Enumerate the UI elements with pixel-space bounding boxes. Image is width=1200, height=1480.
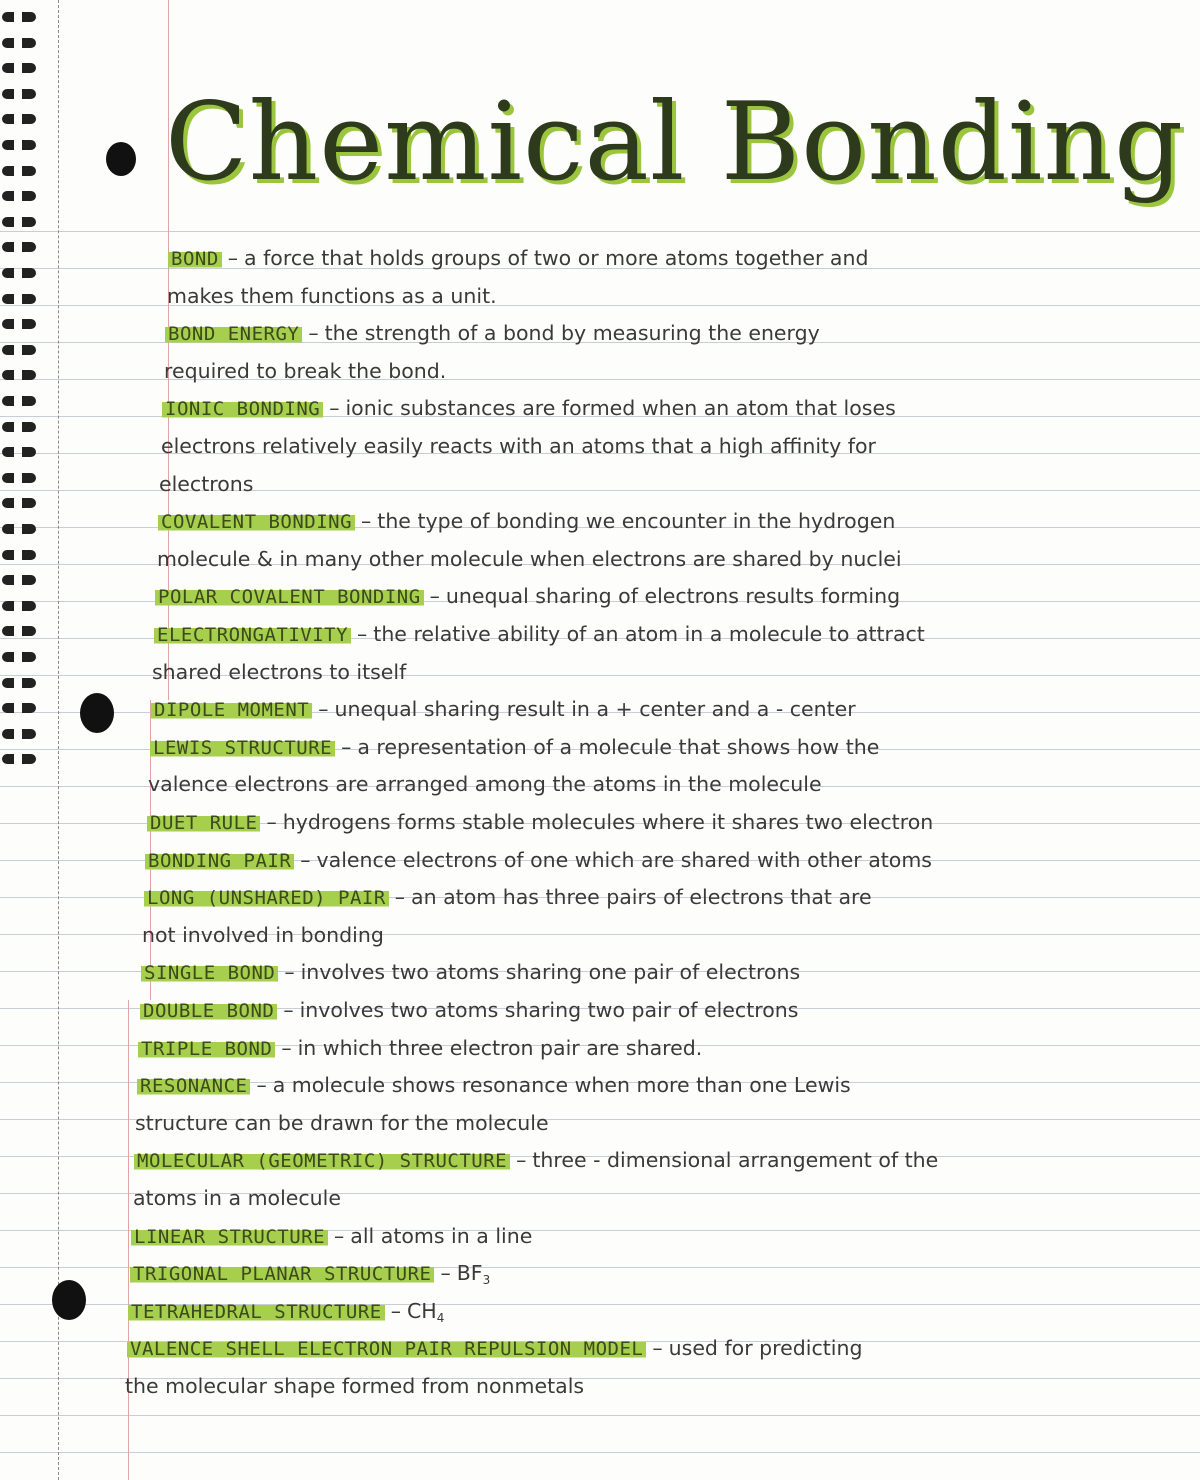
highlighted-term: IONIC BONDING (162, 398, 323, 420)
definition-line (137, 1067, 851, 1104)
continuation-text: shared electrons to itself (152, 659, 407, 684)
spiral-hole (2, 294, 36, 304)
dash-separator: – (429, 584, 440, 609)
dash-separator: – (256, 1073, 267, 1098)
continuation-text: required to break the bond. (164, 358, 447, 383)
spiral-hole (2, 12, 36, 22)
continuation-text: atoms in a molecule (133, 1186, 341, 1210)
term-definition: involves two atoms sharing one pair of electrons (300, 960, 801, 985)
continuation-text: valence electrons are arranged among the atoms in the molecule (148, 772, 822, 797)
spiral-hole (2, 140, 36, 150)
highlighted-term: ELECTRONGATIVITY (154, 624, 351, 646)
highlighted-term: RESONANCE (137, 1075, 250, 1097)
spiral-hole (2, 370, 36, 380)
dash-separator: – (341, 734, 352, 759)
spiral-hole (2, 575, 36, 585)
spiral-hole (2, 242, 36, 252)
highlighted-term: TRIGONAL PLANAR STRUCTURE (130, 1263, 434, 1285)
term-definition: a force that holds groups of two or more atoms together and (244, 246, 869, 270)
term-definition: a molecule shows resonance when more than one Lewis (272, 1073, 851, 1098)
spiral-hole (2, 678, 36, 688)
definition-line (138, 1030, 702, 1067)
hole-punch (80, 693, 114, 733)
dash-separator: – (266, 810, 277, 834)
formula-subscript: 3 (482, 1273, 491, 1288)
definition-line (144, 879, 872, 916)
definition-line (162, 390, 896, 427)
definition-line (134, 1142, 938, 1179)
definition-line (150, 729, 879, 766)
highlighted-term: COVALENT BONDING (158, 511, 355, 533)
highlighted-term: DOUBLE BOND (140, 1000, 277, 1022)
definition-line (128, 1293, 444, 1330)
continuation-line (159, 466, 253, 503)
highlighted-term: DUET RULE (147, 812, 260, 834)
term-definition: unequal sharing result in a + center and a - center (334, 697, 856, 722)
spiral-hole (2, 217, 36, 227)
title-bullet (106, 142, 136, 176)
spiral-hole (2, 447, 36, 457)
continuation-text: structure can be drawn for the molecule (135, 1110, 549, 1135)
term-definition: hydrogens forms stable molecules where it shares two electron (282, 810, 934, 834)
term-definition: a representation of a molecule that shows how the (357, 734, 880, 759)
spiral-hole (2, 601, 36, 611)
dash-separator: – (300, 847, 311, 872)
spiral-hole (2, 319, 36, 329)
continuation-line (167, 278, 497, 315)
definition-line (155, 578, 900, 615)
continuation-line (161, 428, 876, 465)
dash-separator: – (227, 246, 239, 270)
dash-separator: – (440, 1261, 451, 1286)
term-definition: valence electrons of one which are shared with other atoms (316, 847, 932, 872)
highlighted-term: BOND (168, 248, 222, 270)
spiral-hole (2, 38, 36, 48)
term-definition: CH (406, 1298, 437, 1323)
dash-separator: – (329, 396, 340, 421)
definition-line (145, 842, 932, 879)
spiral-hole (2, 703, 36, 713)
highlighted-term: BONDING PAIR (145, 850, 294, 872)
highlighted-term: POLAR COVALENT BONDING (155, 586, 424, 608)
definition-line (168, 240, 868, 277)
term-definition: an atom has three pairs of electrons that are (411, 885, 872, 910)
formula-subscript: 4 (436, 1310, 445, 1325)
spiral-hole (2, 63, 36, 73)
term-definition: in which three electron pair are shared. (297, 1035, 703, 1060)
spiral-hole (2, 473, 36, 483)
margin-line (128, 1000, 129, 1480)
spiral-hole (2, 268, 36, 278)
dash-separator: – (516, 1148, 527, 1173)
continuation-line (142, 917, 384, 954)
definition-line (140, 992, 798, 1029)
definition-line (158, 503, 895, 540)
continuation-text: molecule & in many other molecule when electrons are shared by nuclei (157, 546, 902, 571)
highlighted-term: TETRAHEDRAL STRUCTURE (128, 1301, 385, 1323)
dash-separator: – (284, 960, 295, 985)
continuation-line (152, 654, 406, 691)
dash-separator: – (318, 697, 329, 722)
dash-separator: – (334, 1223, 345, 1248)
continuation-line (135, 1105, 549, 1142)
dash-separator: – (394, 885, 406, 910)
term-definition: unequal sharing of electrons results forming (445, 584, 901, 609)
spiral-hole (2, 166, 36, 176)
continuation-line (133, 1180, 341, 1217)
highlighted-term: LONG (UNSHARED) PAIR (144, 887, 389, 909)
continuation-line (164, 353, 446, 390)
continuation-text: makes them functions as a unit. (167, 283, 497, 308)
dash-separator: – (652, 1336, 663, 1361)
highlighted-term: LEWIS STRUCTURE (150, 737, 335, 759)
definition-line (127, 1330, 862, 1367)
highlighted-term: BOND ENERGY (165, 323, 302, 345)
perforation-line (58, 0, 59, 1480)
term-definition: BF (456, 1261, 483, 1286)
continuation-line (125, 1368, 584, 1405)
continuation-text: electrons relatively easily reacts with an atoms that a high affinity for (161, 434, 876, 458)
spiral-hole (2, 191, 36, 201)
continuation-text: electrons (159, 471, 254, 496)
term-definition: involves two atoms sharing two pair of electrons (299, 998, 799, 1022)
term-definition: the strength of a bond by measuring the energy (324, 321, 820, 346)
highlighted-term: LINEAR STRUCTURE (131, 1226, 328, 1248)
term-definition: the relative ability of an atom in a molecule to attract (373, 622, 925, 646)
spiral-hole (2, 729, 36, 739)
spiral-hole (2, 626, 36, 636)
spiral-hole (2, 89, 36, 99)
continuation-line (157, 541, 902, 578)
highlighted-term: DIPOLE MOMENT (151, 699, 312, 721)
dash-separator: – (308, 321, 319, 346)
highlighted-term: VALENCE SHELL ELECTRON PAIR REPULSION MODEL (127, 1338, 646, 1360)
hole-punch (52, 1280, 86, 1320)
dash-separator: – (357, 622, 368, 646)
spiral-hole (2, 652, 36, 662)
definition-line (154, 616, 925, 653)
continuation-line (148, 766, 822, 803)
page-title: Chemical Bonding (165, 80, 1185, 205)
dash-separator: – (390, 1298, 401, 1323)
spiral-hole (2, 498, 36, 508)
dash-separator: – (283, 998, 294, 1022)
definition-line (165, 315, 820, 352)
dash-separator: – (361, 509, 372, 534)
spiral-hole (2, 114, 36, 124)
highlighted-term: SINGLE BOND (141, 962, 278, 984)
spiral-hole (2, 422, 36, 432)
definition-line (151, 691, 856, 728)
term-definition: ionic substances are formed when an atom that loses (345, 396, 896, 421)
spiral-hole (2, 345, 36, 355)
spiral-hole (2, 524, 36, 534)
dash-separator: – (281, 1035, 292, 1060)
definition-line (147, 804, 933, 841)
spiral-hole (2, 550, 36, 560)
spiral-hole (2, 754, 36, 764)
definition-line (130, 1255, 490, 1292)
definition-line (141, 954, 800, 991)
continuation-text: not involved in bonding (142, 922, 384, 947)
definition-line (131, 1218, 532, 1255)
term-definition: used for predicting (668, 1336, 863, 1361)
highlighted-term: MOLECULAR (GEOMETRIC) STRUCTURE (134, 1150, 510, 1172)
spiral-hole (2, 396, 36, 406)
term-definition: all atoms in a line (350, 1223, 533, 1248)
highlighted-term: TRIPLE BOND (138, 1038, 275, 1060)
continuation-text: the molecular shape formed from nonmetals (125, 1374, 585, 1398)
term-definition: three - dimensional arrangement of the (532, 1148, 939, 1173)
term-definition: the type of bonding we encounter in the hydrogen (377, 509, 896, 534)
